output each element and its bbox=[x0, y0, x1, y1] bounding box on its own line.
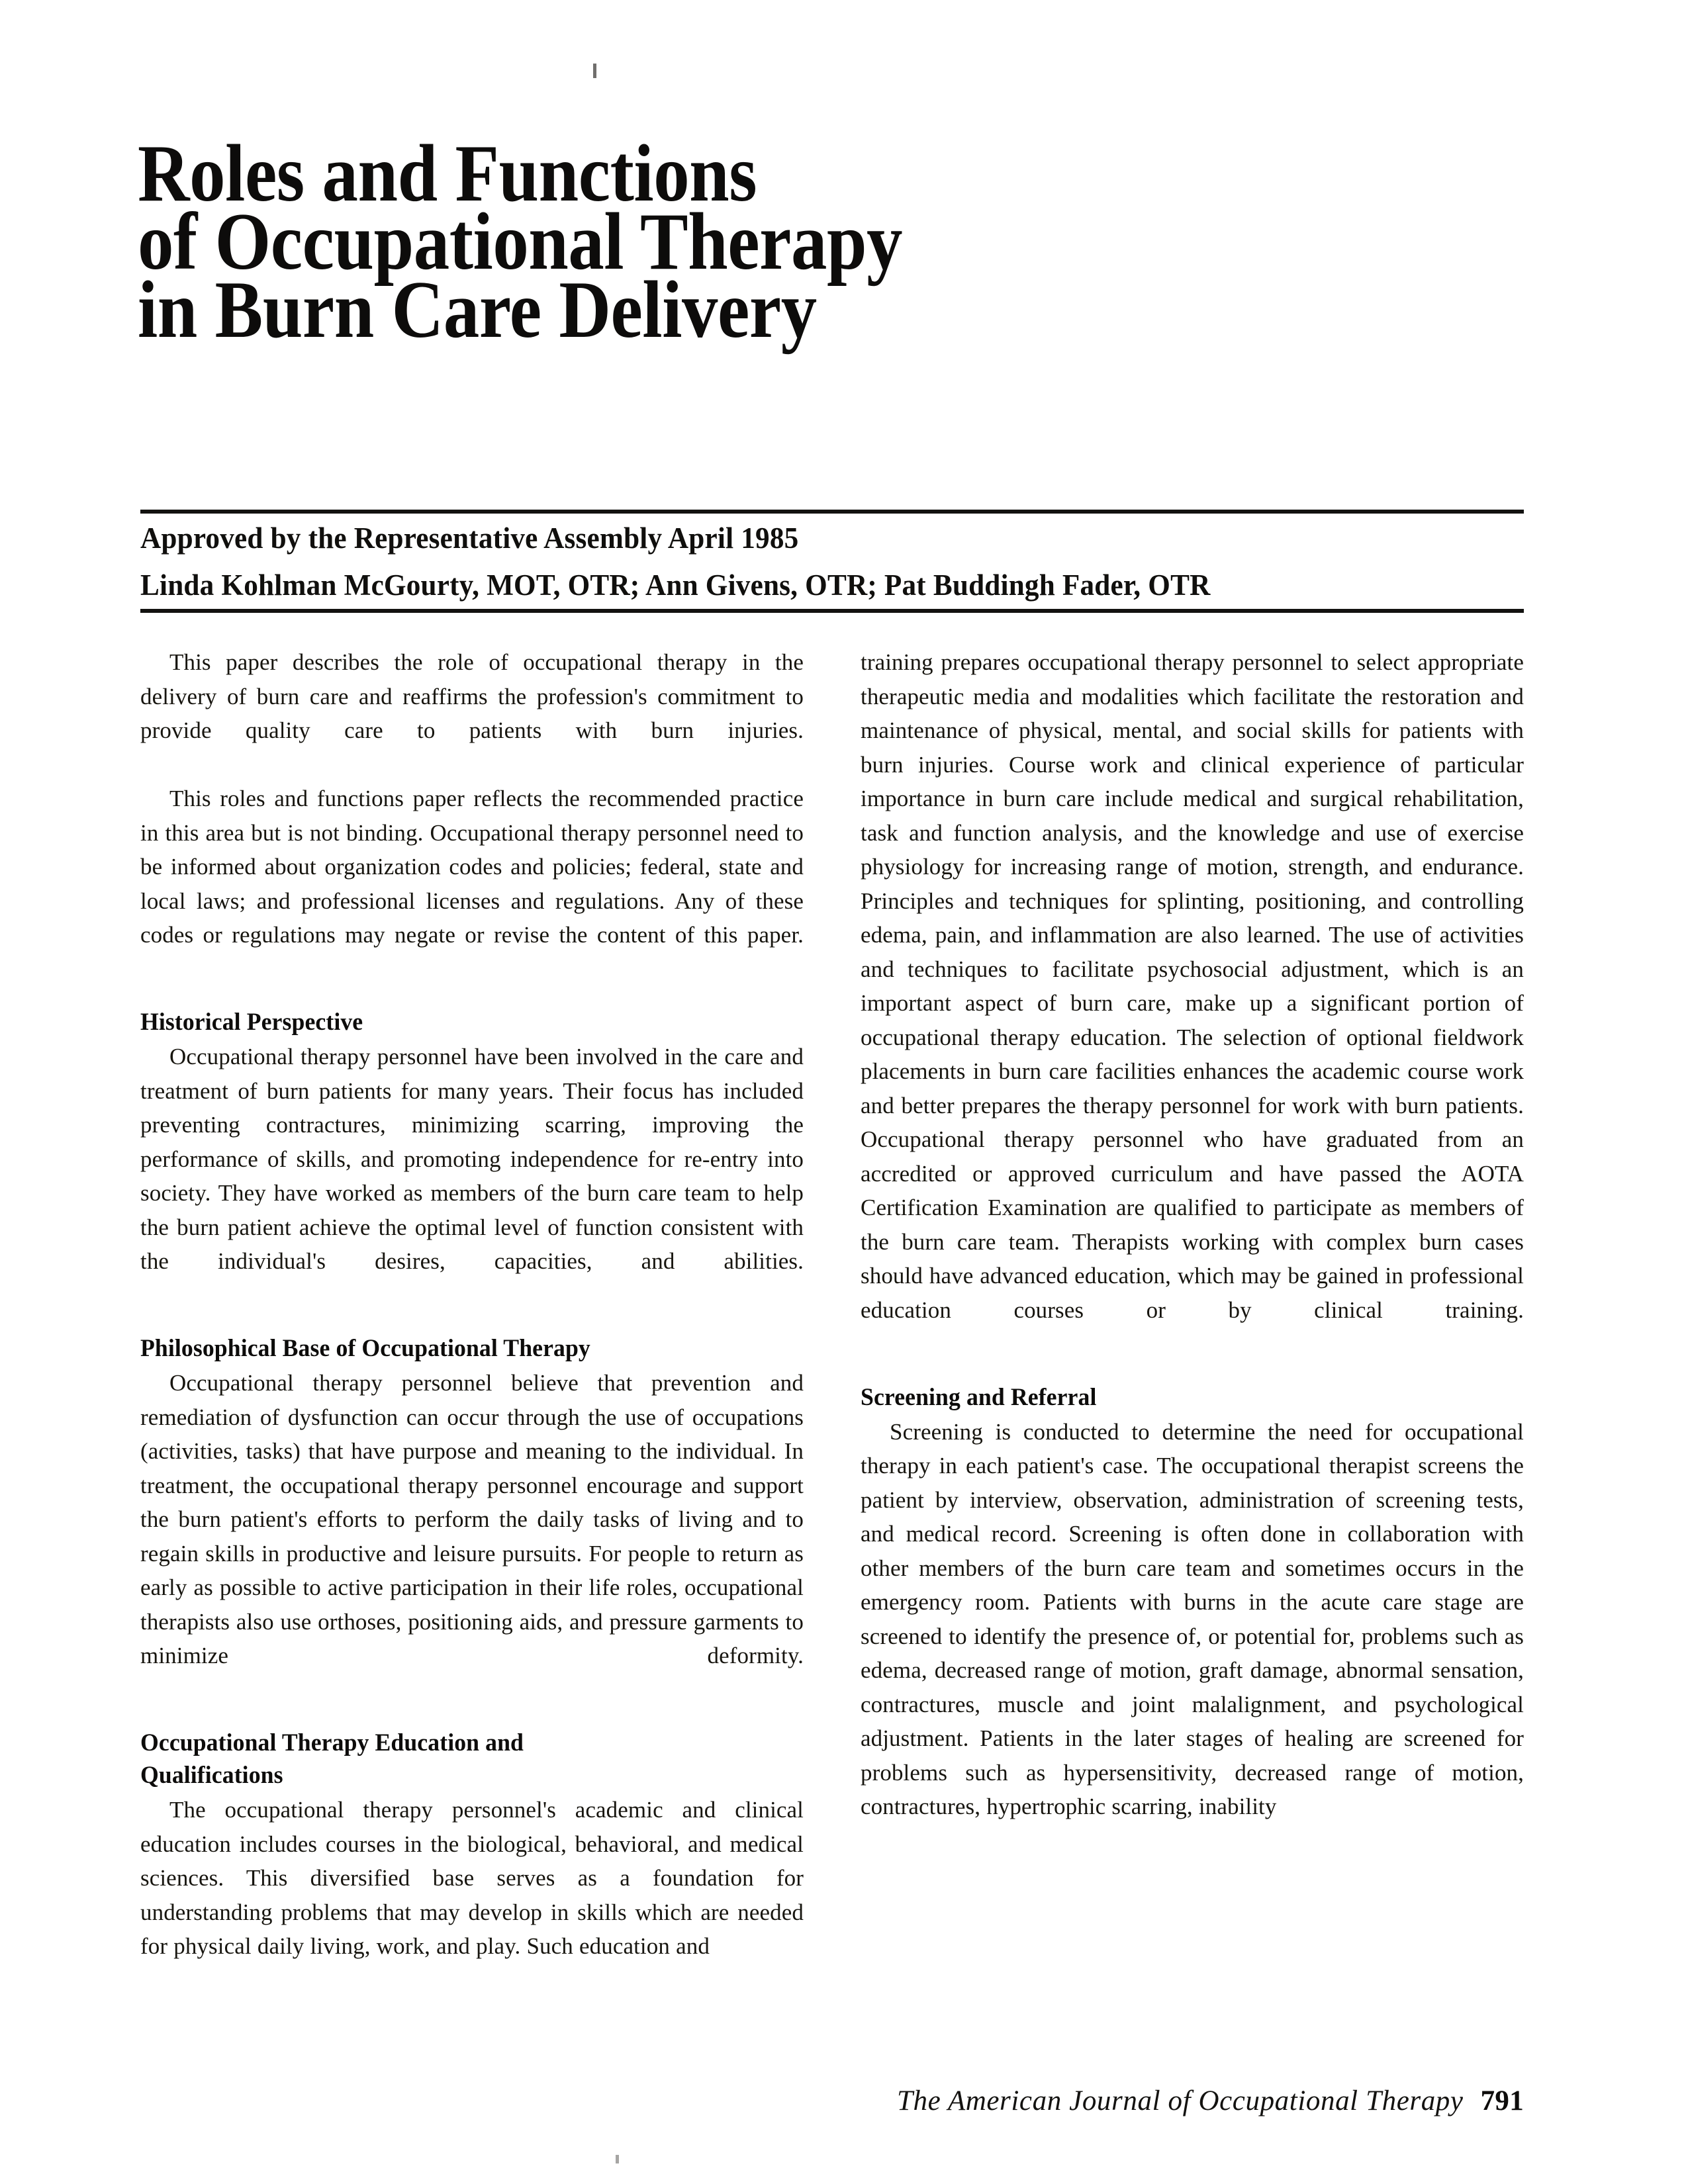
page-title bbox=[138, 128, 1528, 355]
article-title-line-3: in Burn Care Delivery bbox=[138, 264, 817, 355]
article-title-line-2: of Occupational Therapy bbox=[138, 196, 903, 287]
approval-statement: Approved by the Representative Assembly April 1985 bbox=[140, 522, 799, 555]
body-columns bbox=[140, 645, 1524, 2062]
heading-philosophical-base: Philosophical Base of Occupational Therapy bbox=[140, 1335, 590, 1362]
heading-education-line-2: Qualifications bbox=[140, 1762, 283, 1789]
heading-historical-perspective: Historical Perspective bbox=[140, 1009, 363, 1036]
scan-artifact-bottom bbox=[616, 2155, 619, 2163]
paragraph-screening-referral: Screening is conducted to determine the need for occupational therapy in each patient's case. The occupational therapist screens the patient by interview, observation, administration of screening tests, and medical record. Screening is often done in collaboration with other members of the burn care team and sometimes occurs in the emergency room. Patients with burns in the acute care stage are screened to identify the presence of, or potential for, problems such as edema, decreased range of motion, graft damage, abnormal sensation, contractures, muscle and joint malalignment, and psychological adjustment. Patients in the later stages of healing are screened for problems such as hypersensitivity, decreased range of motion, contractures, hypertrophic scarring, inability bbox=[861, 1418, 1524, 1819]
page-number: 791 bbox=[1480, 2085, 1524, 2116]
heading-education-line-1: Occupational Therapy Education and bbox=[140, 1729, 524, 1756]
page-footer bbox=[140, 2085, 1524, 2117]
divider-rule-top bbox=[140, 510, 1524, 514]
paragraph-education-continued: training prepares occupational therapy personnel to select appropriate therapeutic media and modalities which facilitate the restoration and maintenance of physical, mental, and social skills for patients with burn injuries. Course work and clinical experience of particular importance in burn care include medical and surgical rehabilitation, task and function analysis, and the knowledge and use of exercise physiology for increasing range of motion, strength, and endurance. Principles and techniques for splinting, positioning, and controlling edema, pain, and inflammation are also learned. The use of activities and techniques to facilitate psychosocial adjustment, which is an important aspect of burn care, make up a significant portion of occupational therapy education. The selection of optional fieldwork placements in burn care facilities enhances the academic course work and better prepares the therapy personnel for work with burn patients. Occupational therapy personnel who have graduated from an accredited or approved curriculum and have passed the AOTA Certification Examination are qualified to participate as members of the burn care team. Therapists working with complex burn cases should have advanced education, which may be gained in professional education courses or by clinical training. bbox=[861, 649, 1524, 1323]
scan-artifact-top bbox=[593, 64, 596, 78]
paragraph-intro-2: This roles and functions paper reflects the recommended practice in this area but is not binding. Occupational therapy personnel need to be informed about organization codes and policies; federal, state and local laws; and professional licenses and regulations. Any of these codes or regulations may negate or revise the content of this paper. bbox=[140, 786, 804, 948]
left-column bbox=[140, 645, 804, 2062]
paragraph-education-qualifications: The occupational therapy personnel's academic and clinical education includes courses in the biological, behavioral, and medical sciences. This diversified base serves as a foundation for understanding problems that may develop in skills which are needed for physical daily living, work, and play. Such education and bbox=[140, 1797, 804, 1959]
divider-rule-bottom bbox=[140, 609, 1524, 613]
paragraph-philosophical-base: Occupational therapy personnel believe that prevention and remediation of dysfunction can occur through the use of occupations (activities, tasks) that have purpose and meaning to the individual. In treatment, the occupational therapy personnel encourage and support the burn patient's efforts to perform the daily tasks of living and to regain skills in productive and leisure pursuits. For people to return as early as possible to active participation in their life roles, occupational therapists also use orthoses, positioning aids, and pressure garments to minimize deformity. bbox=[140, 1370, 804, 1668]
author-list: Linda Kohlman McGourty, MOT, OTR; Ann Givens, OTR; Pat Buddingh Fader, OTR bbox=[140, 569, 1211, 602]
byline bbox=[140, 516, 1530, 607]
journal-name: The American Journal of Occupational Therapy bbox=[896, 2085, 1464, 2116]
heading-education-qualifications bbox=[140, 1707, 780, 1792]
paragraph-intro-1: This paper describes the role of occupational therapy in the delivery of burn care and reaffirms the profession's commitment to provide quality care to patients with burn injuries. bbox=[140, 649, 804, 743]
heading-screening-referral: Screening and Referral bbox=[861, 1383, 1097, 1411]
article-title-line-1: Roles and Functions bbox=[138, 128, 757, 218]
paragraph-historical-perspective: Occupational therapy personnel have been involved in the care and treatment of burn patients for many years. Their focus has included preventing contractures, minimizing scarring, improving the performance of skills, and promoting independence for re-entry into society. They have worked as members of the burn care team to help the burn patient achieve the optimal level of function consistent with the individual's desires, capacities, and abilities. bbox=[140, 1044, 804, 1274]
right-column bbox=[861, 645, 1524, 2062]
article-title bbox=[138, 128, 1368, 355]
